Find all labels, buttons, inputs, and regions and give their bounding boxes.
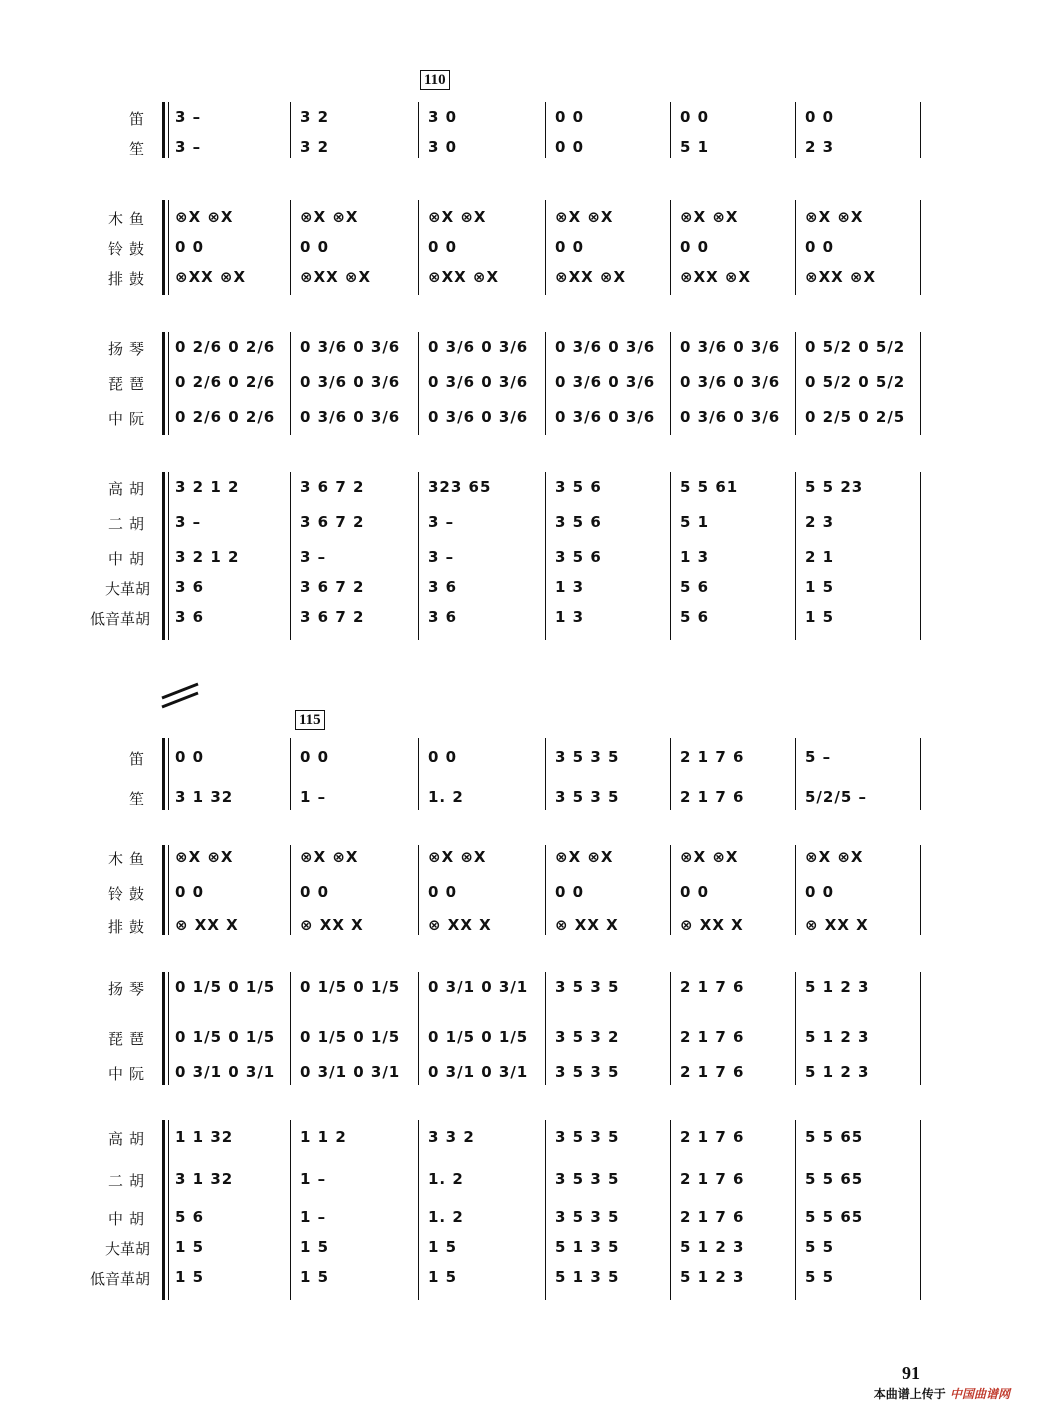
measure-notes: 3 –: [300, 548, 327, 566]
measure-notes: 0 0: [175, 238, 205, 256]
measure-notes: 5 6: [680, 578, 710, 596]
measure-notes: 0 0: [428, 748, 458, 766]
measure-notes: 2 1 7 6: [680, 1170, 745, 1188]
measure-notes: 3 2: [300, 138, 330, 156]
measure-notes: 3 6 7 2: [300, 478, 365, 496]
measure-notes: 2 1 7 6: [680, 748, 745, 766]
measure-notes: 3 6: [175, 608, 205, 626]
measure-notes: ⊗XX ⊗X: [428, 268, 500, 286]
group-bracket-line: [168, 102, 169, 158]
instrument-label: 大革胡: [104, 1240, 150, 1258]
measure-notes: 3 5 3 5: [555, 1128, 620, 1146]
measure-notes: 0 1/5 0 1/5: [300, 978, 401, 996]
measure-notes: 0 3/1 0 3/1: [175, 1063, 276, 1081]
barline: [920, 738, 921, 810]
measure-notes: ⊗X ⊗X: [805, 208, 864, 226]
measure-notes: 0 3/6 0 3/6: [555, 338, 656, 356]
measure-notes: 1 1 2: [300, 1128, 347, 1146]
barline: [545, 102, 546, 158]
measure-notes: 3 5 3 5: [555, 1170, 620, 1188]
measure-notes: 0 3/6 0 3/6: [555, 408, 656, 426]
group-bracket: [162, 332, 165, 435]
measure-notes: 0 0: [175, 748, 205, 766]
measure-notes: 0 3/6 0 3/6: [428, 408, 529, 426]
group-bracket: [162, 472, 165, 640]
instrument-label: 排鼓: [107, 918, 150, 936]
barline: [670, 332, 671, 435]
measure-notes: ⊗ XX X: [680, 916, 744, 934]
barline: [290, 845, 291, 935]
measure-notes: 5 5 61: [680, 478, 739, 496]
measure-notes: 0 3/1 0 3/1: [428, 1063, 529, 1081]
measure-notes: 5 1 2 3: [805, 1063, 870, 1081]
measure-notes: 0 3/6 0 3/6: [680, 338, 781, 356]
measure-notes: 5 1 2 3: [680, 1268, 745, 1286]
barline: [418, 738, 419, 810]
measure-notes: 5 5 65: [805, 1208, 864, 1226]
barline: [418, 102, 419, 158]
instrument-label: 笛: [128, 750, 150, 768]
instrument-label: 中胡: [107, 1210, 150, 1228]
instrument-label: 扬琴: [107, 980, 150, 998]
barline: [418, 1120, 419, 1300]
instrument-label: 低音革胡: [89, 1270, 150, 1288]
measure-notes: 2 1 7 6: [680, 1028, 745, 1046]
measure-notes: 3 –: [428, 513, 455, 531]
barline: [545, 472, 546, 640]
measure-notes: 0 0: [555, 883, 585, 901]
measure-notes: 2 1: [805, 548, 835, 566]
barline: [920, 1120, 921, 1300]
measure-notes: 5 5: [805, 1268, 835, 1286]
measure-notes: 2 1 7 6: [680, 1128, 745, 1146]
measure-notes: 0 0: [428, 883, 458, 901]
measure-notes: ⊗XX ⊗X: [805, 268, 877, 286]
measure-notes: 2 1 7 6: [680, 1208, 745, 1226]
barline: [545, 845, 546, 935]
barline: [290, 972, 291, 1085]
measure-notes: 0 0: [805, 108, 835, 126]
measure-notes: 1 3: [555, 608, 585, 626]
measure-notes: ⊗X ⊗X: [300, 848, 359, 866]
measure-notes: 0 5/2 0 5/2: [805, 338, 906, 356]
measure-notes: 5 1: [680, 138, 710, 156]
measure-notes: ⊗ XX X: [428, 916, 492, 934]
instrument-label: 木鱼: [107, 850, 150, 868]
instrument-label: 铃鼓: [107, 885, 150, 903]
measure-notes: 5 6: [175, 1208, 205, 1226]
measure-notes: 0 3/1 0 3/1: [300, 1063, 401, 1081]
instrument-label: 高胡: [107, 480, 150, 498]
barline: [670, 472, 671, 640]
measure-notes: 0 3/6 0 3/6: [428, 373, 529, 391]
measure-notes: 5/2/5 –: [805, 788, 867, 806]
group-bracket-line: [168, 972, 169, 1085]
measure-notes: ⊗X ⊗X: [175, 208, 234, 226]
measure-notes: 1 5: [175, 1268, 205, 1286]
measure-notes: ⊗X ⊗X: [175, 848, 234, 866]
measure-notes: ⊗X ⊗X: [300, 208, 359, 226]
instrument-label: 二胡: [107, 1172, 150, 1190]
measure-notes: 1 –: [300, 788, 327, 806]
barline: [920, 972, 921, 1085]
measure-notes: ⊗ XX X: [555, 916, 619, 934]
barline: [290, 332, 291, 435]
measure-notes: 0 0: [300, 238, 330, 256]
measure-notes: 5 –: [805, 748, 832, 766]
measure-notes: 5 1 2 3: [680, 1238, 745, 1256]
measure-notes: 3 1 32: [175, 788, 234, 806]
measure-notes: 0 0: [680, 238, 710, 256]
barline: [545, 200, 546, 295]
measure-notes: ⊗X ⊗X: [680, 208, 739, 226]
barline: [418, 472, 419, 640]
group-bracket-line: [168, 845, 169, 935]
measure-notes: ⊗X ⊗X: [805, 848, 864, 866]
measure-notes: 3 –: [175, 138, 202, 156]
instrument-label: 琵琶: [107, 1030, 150, 1048]
barline: [795, 972, 796, 1085]
barline: [920, 332, 921, 435]
measure-notes: 5 1 2 3: [805, 978, 870, 996]
measure-notes: 3 –: [428, 548, 455, 566]
measure-notes: 1 –: [300, 1170, 327, 1188]
measure-notes: 3 2 1 2: [175, 478, 240, 496]
measure-notes: 0 0: [175, 883, 205, 901]
measure-notes: 5 1: [680, 513, 710, 531]
barline: [670, 738, 671, 810]
measure-notes: 2 1 7 6: [680, 978, 745, 996]
measure-notes: 1. 2: [428, 1208, 464, 1226]
measure-notes: 1 5: [428, 1238, 458, 1256]
measure-notes: 3 –: [175, 513, 202, 531]
measure-notes: 3 0: [428, 108, 458, 126]
measure-notes: ⊗X ⊗X: [680, 848, 739, 866]
measure-notes: 3 5 6: [555, 513, 602, 531]
barline: [795, 845, 796, 935]
measure-notes: 0 1/5 0 1/5: [175, 1028, 276, 1046]
measure-notes: 0 1/5 0 1/5: [175, 978, 276, 996]
measure-notes: 3 5 3 5: [555, 748, 620, 766]
measure-notes: ⊗XX ⊗X: [680, 268, 752, 286]
group-bracket: [162, 200, 165, 295]
instrument-label: 琵琶: [107, 375, 150, 393]
instrument-label: 高胡: [107, 1130, 150, 1148]
measure-notes: 3 6: [175, 578, 205, 596]
measure-notes: 0 1/5 0 1/5: [300, 1028, 401, 1046]
rehearsal-mark: 115: [295, 710, 325, 730]
group-bracket: [162, 972, 165, 1085]
barline: [920, 200, 921, 295]
site-logo: 中国曲谱网: [949, 1387, 1010, 1401]
measure-notes: 3 5 3 5: [555, 1063, 620, 1081]
measure-notes: 0 0: [300, 748, 330, 766]
measure-notes: 1 1 32: [175, 1128, 234, 1146]
measure-notes: 0 0: [428, 238, 458, 256]
barline: [545, 1120, 546, 1300]
instrument-label: 笛: [128, 110, 150, 128]
barline: [418, 200, 419, 295]
measure-notes: 5 1 3 5: [555, 1268, 620, 1286]
measure-notes: 1 5: [805, 578, 835, 596]
measure-notes: ⊗X ⊗X: [555, 208, 614, 226]
measure-notes: 3 5 3 5: [555, 978, 620, 996]
measure-notes: 3 6 7 2: [300, 578, 365, 596]
measure-notes: 1. 2: [428, 1170, 464, 1188]
instrument-label: 中阮: [107, 1065, 150, 1083]
group-bracket-line: [168, 200, 169, 295]
barline: [670, 845, 671, 935]
barline: [670, 102, 671, 158]
measure-notes: 1 5: [805, 608, 835, 626]
group-bracket-line: [168, 332, 169, 435]
measure-notes: 3 –: [175, 108, 202, 126]
barline: [418, 845, 419, 935]
barline: [795, 1120, 796, 1300]
barline: [795, 472, 796, 640]
measure-notes: 0 0: [805, 238, 835, 256]
barline: [418, 972, 419, 1085]
measure-notes: 0 0: [555, 108, 585, 126]
barline: [795, 738, 796, 810]
barline: [545, 972, 546, 1085]
instrument-label: 低音革胡: [89, 610, 150, 628]
measure-notes: 0 3/6 0 3/6: [555, 373, 656, 391]
instrument-label: 排鼓: [107, 270, 150, 288]
measure-notes: 3 2: [300, 108, 330, 126]
measure-notes: 0 2/6 0 2/6: [175, 338, 276, 356]
measure-notes: 0 3/6 0 3/6: [680, 373, 781, 391]
measure-notes: ⊗XX ⊗X: [555, 268, 627, 286]
measure-notes: 3 1 32: [175, 1170, 234, 1188]
measure-notes: 3 5 3 2: [555, 1028, 620, 1046]
barline: [545, 332, 546, 435]
instrument-label: 二胡: [107, 515, 150, 533]
footer-credit: [874, 1385, 1010, 1402]
barline: [670, 1120, 671, 1300]
barline: [290, 102, 291, 158]
measure-notes: ⊗ XX X: [175, 916, 239, 934]
instrument-label: 中阮: [107, 410, 150, 428]
measure-notes: 3 5 6: [555, 548, 602, 566]
measure-notes: ⊗X ⊗X: [555, 848, 614, 866]
system-separator-mark: [160, 680, 200, 710]
barline: [670, 200, 671, 295]
measure-notes: ⊗ XX X: [300, 916, 364, 934]
measure-notes: 0 2/6 0 2/6: [175, 373, 276, 391]
measure-notes: 1 5: [175, 1238, 205, 1256]
measure-notes: ⊗XX ⊗X: [175, 268, 247, 286]
measure-notes: 3 6 7 2: [300, 513, 365, 531]
measure-notes: 5 1 2 3: [805, 1028, 870, 1046]
barline: [545, 738, 546, 810]
instrument-label: 扬琴: [107, 340, 150, 358]
measure-notes: 3 5 3 5: [555, 788, 620, 806]
instrument-label: 木鱼: [107, 210, 150, 228]
barline: [920, 102, 921, 158]
measure-notes: 0 0: [555, 238, 585, 256]
measure-notes: 1 5: [300, 1238, 330, 1256]
measure-notes: 0 3/6 0 3/6: [300, 373, 401, 391]
instrument-label: 中胡: [107, 550, 150, 568]
barline: [290, 200, 291, 295]
instrument-label: 大革胡: [104, 580, 150, 598]
measure-notes: 2 3: [805, 513, 835, 531]
measure-notes: 0 0: [805, 883, 835, 901]
instrument-label: 笙: [128, 790, 150, 808]
measure-notes: 1 5: [300, 1268, 330, 1286]
measure-notes: ⊗ XX X: [805, 916, 869, 934]
rehearsal-mark: 110: [420, 70, 450, 90]
group-bracket-line: [168, 738, 169, 810]
measure-notes: 5 5: [805, 1238, 835, 1256]
measure-notes: ⊗XX ⊗X: [300, 268, 372, 286]
measure-notes: 2 1 7 6: [680, 1063, 745, 1081]
measure-notes: 0 0: [555, 138, 585, 156]
barline: [795, 102, 796, 158]
measure-notes: 3 6: [428, 578, 458, 596]
measure-notes: 0 0: [680, 108, 710, 126]
barline: [670, 972, 671, 1085]
measure-notes: 3 3 2: [428, 1128, 475, 1146]
barline: [795, 332, 796, 435]
measure-notes: ⊗X ⊗X: [428, 848, 487, 866]
measure-notes: 323 65: [428, 478, 492, 496]
measure-notes: 5 1 3 5: [555, 1238, 620, 1256]
measure-notes: 1 5: [428, 1268, 458, 1286]
barline: [290, 472, 291, 640]
measure-notes: 0 3/1 0 3/1: [428, 978, 529, 996]
measure-notes: 0 3/6 0 3/6: [428, 338, 529, 356]
barline: [290, 738, 291, 810]
barline: [920, 472, 921, 640]
group-bracket-line: [168, 1120, 169, 1300]
measure-notes: 0 1/5 0 1/5: [428, 1028, 529, 1046]
measure-notes: 2 1 7 6: [680, 788, 745, 806]
barline: [920, 845, 921, 935]
measure-notes: 3 2 1 2: [175, 548, 240, 566]
measure-notes: 0 5/2 0 5/2: [805, 373, 906, 391]
instrument-label: 铃鼓: [107, 240, 150, 258]
measure-notes: 5 5 65: [805, 1170, 864, 1188]
measure-notes: 3 6 7 2: [300, 608, 365, 626]
group-bracket: [162, 102, 165, 158]
page-number: 91: [902, 1363, 920, 1383]
footer-text: 本曲谱上传于: [873, 1387, 946, 1401]
measure-notes: 0 3/6 0 3/6: [300, 338, 401, 356]
measure-notes: 1 –: [300, 1208, 327, 1226]
barline: [418, 332, 419, 435]
measure-notes: 1 3: [555, 578, 585, 596]
measure-notes: 0 3/6 0 3/6: [680, 408, 781, 426]
measure-notes: 0 2/6 0 2/6: [175, 408, 276, 426]
measure-notes: 3 6: [428, 608, 458, 626]
measure-notes: 3 5 3 5: [555, 1208, 620, 1226]
measure-notes: 0 3/6 0 3/6: [300, 408, 401, 426]
measure-notes: 0 2/5 0 2/5: [805, 408, 906, 426]
measure-notes: 3 0: [428, 138, 458, 156]
group-bracket: [162, 845, 165, 935]
measure-notes: 5 5 23: [805, 478, 864, 496]
group-bracket: [162, 738, 165, 810]
group-bracket-line: [168, 472, 169, 640]
measure-notes: 5 5 65: [805, 1128, 864, 1146]
measure-notes: 0 0: [680, 883, 710, 901]
measure-notes: 1. 2: [428, 788, 464, 806]
barline: [290, 1120, 291, 1300]
measure-notes: ⊗X ⊗X: [428, 208, 487, 226]
group-bracket: [162, 1120, 165, 1300]
measure-notes: 2 3: [805, 138, 835, 156]
measure-notes: 0 0: [300, 883, 330, 901]
measure-notes: 5 6: [680, 608, 710, 626]
barline: [795, 200, 796, 295]
measure-notes: 3 5 6: [555, 478, 602, 496]
measure-notes: 1 3: [680, 548, 710, 566]
instrument-label: 笙: [128, 140, 150, 158]
